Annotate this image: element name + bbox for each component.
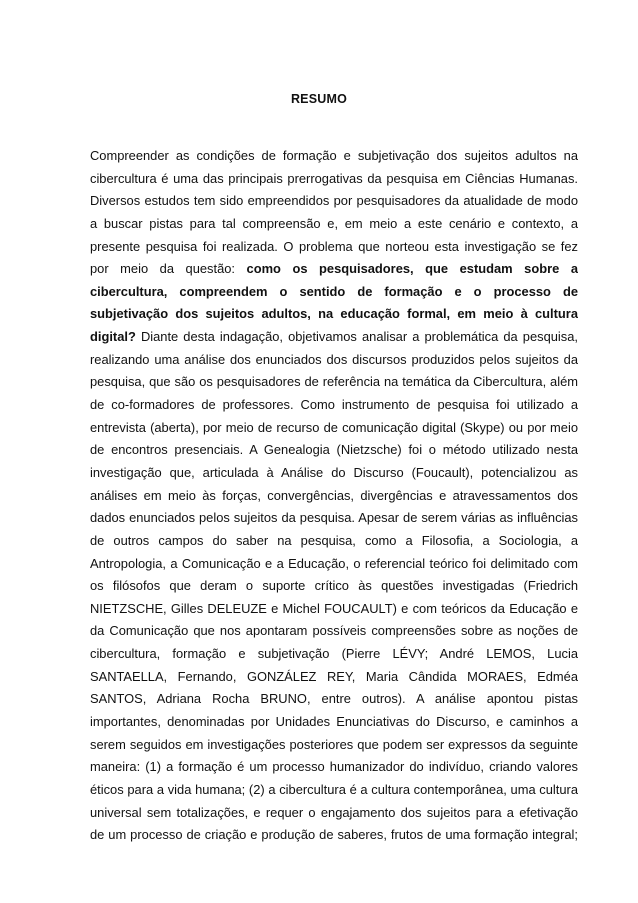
text-line [90, 326, 578, 349]
text-line: investigação que, articulada à Análise do Discurso (Foucault), potencializou as [90, 464, 578, 480]
text-line [90, 303, 578, 326]
text-line: de um processo de criação e produção de saberes, frutos de uma formação integral; [90, 827, 578, 843]
text-line: os filósofos que deram o suporte crítico às questões investigadas (Friedrich [90, 578, 578, 594]
text-line: importantes, denominadas por Unidades Enunciativas do Discurso, e caminhos a [90, 714, 578, 730]
text-line: SANTAELLA, Fernando, GONZÁLEZ REY, Maria Cândida MORAES, Edméa [90, 668, 578, 684]
text-line: de outros campos do saber na pesquisa, como a Filosofia, a Sociologia, a [90, 532, 578, 548]
text-line: da Comunicação que nos apontaram possíveis compreensões sobre as noções de [90, 623, 578, 639]
text-segment: por meio da questão: [90, 261, 247, 277]
text-line: maneira: (1) a formação é um processo humanizador do indivíduo, criando valores [90, 759, 578, 775]
text-line: serem seguidos em investigações posteriores que podem ser expressos da seguinte [90, 736, 578, 752]
text-line: dados enunciados pelos sujeitos da pesquisa. Apesar de serem várias as influências [90, 510, 578, 526]
text-line: Diversos estudos tem sido empreendidos por pesquisadores da atualidade de modo [90, 193, 578, 209]
text-line: presente pesquisa foi realizada. O problema que norteou esta investigação se fez [90, 238, 578, 254]
text-line: realizando uma análise dos enunciados dos discursos produzidos pelos sujeitos da [90, 351, 578, 367]
text-line: a buscar pistas para tal compreensão e, em meio a este cenário e contexto, a [90, 215, 578, 231]
section-title: RESUMO [290, 92, 348, 106]
text-line: de encontros presenciais. A Genealogia (Nietzsche) foi o método utilizado nesta [90, 442, 578, 458]
text-line: SANTOS, Adriana Rocha BRUNO, entre outros). A análise apontou pistas [90, 691, 578, 707]
text-line: entrevista (aberta), por meio de recurso de comunicação digital (Skype) ou por meio [90, 419, 578, 435]
text-line: universal sem totalizações, e requer o engajamento dos sujeitos para a efetivação [90, 804, 578, 820]
text-segment: Diante desta indagação, objetivamos analisar a problemática da pesquisa, [135, 329, 578, 345]
text-line [90, 281, 578, 304]
text-line: de co-formadores de professores. Como instrumento de pesquisa foi utilizado a [90, 397, 578, 413]
text-line: análises em meio às forças, convergências, divergências e atravessamentos dos [90, 487, 578, 503]
text-line: pesquisa, que são os pesquisadores de referência na temática da Cibercultura, além [90, 374, 578, 390]
bold-text: subjetivação dos sujeitos adultos, na educação formal, em meio à cultura [90, 306, 578, 322]
text-line: Compreender as condições de formação e subjetivação dos sujeitos adultos na [90, 148, 578, 163]
text-line: cibercultura é uma das principais prerrogativas da pesquisa em Ciências Humanas. [90, 170, 578, 186]
text-line: Antropologia, a Comunicação e a Educação, o referencial teórico foi delimitado com [90, 555, 578, 571]
text-line: cibercultura, formação e subjetivação (Pierre LÉVY; André LEMOS, Lucia [90, 646, 578, 662]
bold-text: como os pesquisadores, que estudam sobre a [246, 261, 578, 277]
text-line: éticos para a vida humana; (2) a cibercultura é a cultura contemporânea, uma cultura [90, 781, 578, 797]
text-line [90, 258, 578, 281]
bold-text: cibercultura, compreendem o sentido de formação e o processo de [90, 283, 578, 299]
bold-text: digital? [90, 329, 136, 345]
text-line: NIETZSCHE, Gilles DELEUZE e Michel FOUCAULT) e com teóricos da Educação e [90, 600, 578, 616]
abstract-body [90, 145, 578, 847]
